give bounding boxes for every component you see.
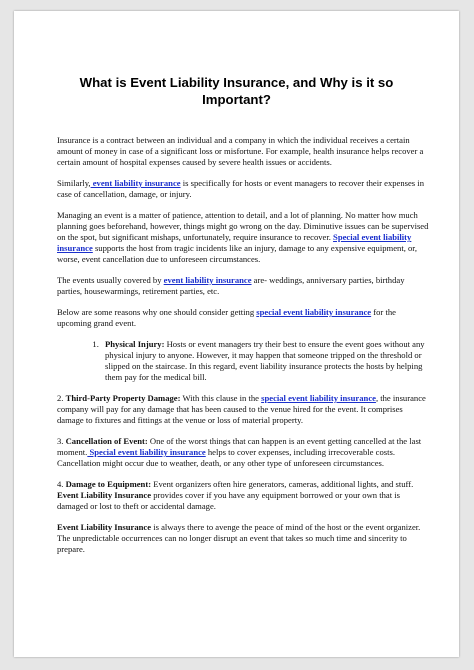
text-run: With this clause in the — [180, 393, 262, 403]
text-run: are- weddings, anniversary parties, birthday parties, housewarmings, retirement parties, etc. — [57, 275, 405, 296]
document-body — [57, 135, 429, 565]
bold-term: Event Liability Insurance — [57, 490, 152, 500]
text-run: Managing an event is a matter of patience, attention to detail, and a lot of planning. No matter how much planning goes beforehand, however, things might go wrong on the day. Diminutive issues can be supervised on the spot, but significant mishaps, unfortunately, require insurance to recover. — [57, 210, 429, 242]
reasons-paragraph — [57, 307, 429, 329]
special-event-liability-insurance-link[interactable]: special event liability insurance — [256, 307, 372, 317]
text-run: , the insurance company will pay for any damage that has been caused to the venue hired for the event. It comprises damage to fixtures and fittings at the venue or loss of material property. — [57, 393, 426, 425]
text-run: Similarly, — [57, 178, 91, 188]
text-run: The events usually covered by — [57, 275, 164, 285]
text-run: for the upcoming grand event. — [57, 307, 396, 328]
document-title: What is Event Liability Insurance, and Why is it so Important? — [79, 75, 394, 107]
list-item-physical-injury — [101, 339, 429, 383]
event-liability-insurance-link[interactable]: event liability insurance — [90, 178, 181, 188]
similarly-paragraph — [57, 178, 429, 200]
text-run: is always there to avenge the peace of mind of the host or the event organizer. The unpredictable occurrences can no longer disrupt an event that takes so much time and sincerity to prepare. — [57, 522, 421, 554]
item-heading: Cancellation of Event: — [65, 436, 148, 446]
special-event-liability-insurance-link[interactable]: Special event liability insurance — [57, 232, 412, 253]
text-run: supports the host from tragic incidents like an injury, damage to any expensive equipment, or, worse, event cancellation due to unforeseen circumstances. — [57, 243, 417, 264]
reasons-list — [57, 339, 429, 383]
item-heading: Physical Injury: — [105, 339, 165, 349]
cancellation-paragraph — [57, 436, 429, 469]
item-heading: Third-Party Property Damage: — [65, 393, 181, 403]
item-number: 2. — [57, 393, 66, 403]
text-run: is specifically for hosts or event managers to recover their expenses in case of cancellation, damage, or injury. — [57, 178, 424, 199]
item-heading: Damage to Equipment: — [65, 479, 152, 489]
text-run: One of the worst things that can happen is an event getting cancelled at the last moment. — [57, 436, 422, 457]
bold-term: Event Liability Insurance — [57, 522, 152, 532]
event-liability-insurance-link[interactable]: event liability insurance — [163, 275, 252, 285]
events-covered-paragraph — [57, 275, 429, 297]
text-run: Hosts or event managers try their best to ensure the event goes without any physical injury to anyone. However, it may happen that someone tripped on the threshold or slipped on the staircase. In this regard, event liability insurance protects the hosts by helping them pay for the medical bill. — [105, 339, 425, 382]
managing-paragraph — [57, 210, 429, 265]
text-run: Event organizers often hire generators, cameras, additional lights, and stuff. — [151, 479, 414, 489]
special-event-liability-insurance-link[interactable]: Special event liability insurance — [87, 447, 206, 457]
intro-paragraph: Insurance is a contract between an individual and a company in which the individual receives a certain amount of money in case of a significant loss or misfortune. For example, health insurance helps recover a certain amount of hospital expenses caused by severe health issues or accidents. — [57, 135, 424, 167]
special-event-liability-insurance-link[interactable]: special event liability insurance — [261, 393, 376, 403]
third-party-paragraph — [57, 393, 429, 426]
damage-equipment-paragraph — [57, 479, 429, 512]
text-run: helps to cover expenses, including irrecoverable costs. Cancellation might occur due to weather, death, or any other type of unforeseen circumstances. — [57, 447, 395, 468]
closing-paragraph — [57, 522, 429, 555]
item-number: 3. — [57, 436, 66, 446]
item-number: 4. — [57, 479, 66, 489]
text-run: provides cover if you have any equipment borrowed or your own that is damaged or lost to theft or accidental damage. — [57, 490, 400, 511]
document-page — [14, 11, 459, 657]
text-run: Below are some reasons why one should consider getting — [57, 307, 257, 317]
